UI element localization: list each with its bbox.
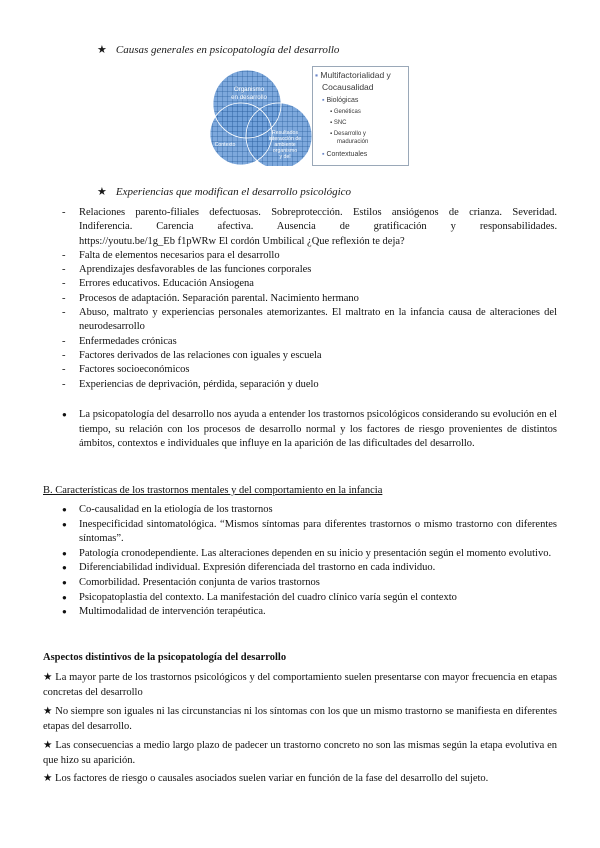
- label-y-del: y del: [279, 154, 291, 160]
- word: gratificación: [373, 221, 427, 233]
- label-resultados: Resultados: [272, 130, 298, 136]
- causas-heading: [97, 43, 339, 56]
- experience-line-1: - Relaciones parento-filiales defectuosas. Sobreprotección. Estilos ansiógenos de crianza. Severidad.: [79, 207, 557, 218]
- bullet-icon: ▪: [322, 151, 325, 158]
- word: afectiva.: [217, 221, 254, 233]
- summary-list: [62, 408, 557, 452]
- star-icon: ★: [43, 773, 53, 784]
- list-item: - Factores derivados de las relaciones con iguales y escuela: [62, 349, 557, 363]
- aspect-text: No siempre son iguales ni las circunstancias ni los síntomas con los que un mismo trastorno se manifiesta en diferentes etapas del desarrollo.: [43, 706, 558, 732]
- list-item: - Factores socioeconómicos: [62, 363, 557, 377]
- list-item: - Enfermedades crónicas: [62, 335, 557, 349]
- legend-title-line-2: Cocausalidad: [322, 82, 374, 92]
- list-item: ● Multimodalidad de intervención terapéutica.: [62, 605, 557, 620]
- section-b-list: [62, 503, 557, 620]
- legend-geneticas-text: Genéticas: [333, 109, 361, 115]
- aspect-paragraph-4: [43, 772, 557, 787]
- list-item: ● Inespecificidad sintomatológica. “Mismos síntomas para diferentes trastornos o mismo trastorno con diferentes síntomas”.: [62, 518, 557, 547]
- word: responsabilidades.: [479, 221, 558, 233]
- aspect-text: Las consecuencias a medio largo plazo de padecer un trastorno concreto no son las mismas según la etapa evolutiva en que hizo su aparición.: [43, 740, 557, 766]
- list-item: - Aprendizajes desfavorables de las funciones corporales: [62, 263, 557, 277]
- legend-sub-desarrollo: [330, 131, 366, 137]
- experience-line-2: [79, 220, 557, 234]
- list-item: - Experiencias de deprivación, pérdida, separación y duelo: [62, 378, 557, 392]
- star-icon: ★: [97, 44, 107, 56]
- legend-title-line-1: [315, 70, 391, 80]
- word: y: [450, 221, 456, 233]
- legend-sub-geneticas: [330, 109, 361, 115]
- video-link-line[interactable]: https://youtu.be/1g_Eb f1pWRw El cordón Umbilical ¿Que reflexión te deja?: [79, 235, 405, 247]
- legend-sub-snc: [330, 120, 346, 126]
- legend-desarrollo-text: Desarrollo y: [333, 131, 366, 137]
- aspect-paragraph-3: [43, 739, 557, 768]
- list-item: - Errores educativos. Educación Ansiogena: [62, 277, 557, 291]
- list-item: ● Diferenciabilidad individual. Expresión diferenciada del trastorno en cada individuo.: [62, 561, 557, 576]
- word: Ausencia: [276, 221, 316, 233]
- aspects-title: Aspectos distintivos de la psicopatología del desarrollo: [43, 652, 287, 663]
- list-item: ● Comorbilidad. Presentación conjunta de varios trastornos: [62, 576, 557, 591]
- legend-box: [312, 66, 409, 166]
- causas-heading-text: Causas generales en psicopatología del desarrollo: [115, 44, 340, 56]
- bullet-icon: ▪: [315, 70, 319, 80]
- legend-item-biologicas: [322, 97, 358, 104]
- label-organismo-2: organismo: [272, 148, 298, 154]
- star-icon: ★: [43, 740, 53, 751]
- star-icon: ★: [43, 672, 53, 683]
- aspect-paragraph-2: [43, 705, 557, 734]
- bullet-icon: ▪: [322, 97, 325, 104]
- legend-contextuales-text: Contextuales: [326, 151, 368, 158]
- list-item: [62, 206, 557, 249]
- list-item: ● Psicopatoplastia del contexto. La manifestación del cuadro clínico varía según el contexto: [62, 591, 557, 606]
- aspect-text: Los factores de riesgo o causales asociados suelen variar en función de la fase del desarrollo del sujeto.: [55, 773, 489, 784]
- bullet-icon: ▪: [330, 131, 333, 137]
- label-interaccion: interacción de: [268, 136, 302, 142]
- legend-snc-text: SNC: [333, 120, 347, 126]
- summary-paragraph: ● La psicopatología del desarrollo nos ayuda a entender los trastornos psicológicos considerando su evolución en el tiempo, su relación con los procesos de desarrollo normal y los factores de riesgo provenientes de distintos ámbitos, contextos e individuales que influye en la aparición de las dificultades del desarrollo.: [62, 408, 557, 452]
- word: Indiferencia.: [79, 221, 133, 233]
- list-item: ● Patología cronodependiente. Las alteraciones dependen en su inicio y presentación según el momento evolutivo.: [62, 547, 557, 562]
- star-icon: ★: [97, 186, 107, 198]
- aspect-paragraph-1: [43, 671, 557, 700]
- experiencias-heading-text: Experiencias que modifican el desarrollo psicológico: [115, 186, 352, 198]
- star-icon: ★: [43, 706, 53, 717]
- word: Carencia: [156, 221, 194, 233]
- legend-item-contextuales: [322, 151, 367, 158]
- label-contexto: Contexto: [214, 142, 236, 148]
- legend-biologicas-text: Biológicas: [326, 97, 359, 104]
- aspect-text: La mayor parte de los trastornos psicológicos y del comportamiento suelen presentarse con mayor frecuencia en etapas concretas del desarrollo: [43, 672, 558, 698]
- list-item: - Abuso, maltrato y experiencias personales atemorizantes. El maltrato en la infancia causa de alteraciones del neurodesarrollo: [62, 306, 557, 335]
- section-b-title: B. Características de los trastornos mentales y del comportamiento en la infancia: [43, 485, 383, 496]
- legend-title-a: Multifactorialidad y: [320, 70, 391, 80]
- word: de: [339, 221, 350, 233]
- list-item: - Falta de elementos necesarios para el desarrollo: [62, 249, 557, 263]
- label-en-desarrollo: en desarrollo: [231, 94, 267, 101]
- label-organismo: Organismo: [233, 86, 265, 93]
- bullet-icon: ▪: [330, 120, 333, 126]
- bullet-icon: ▪: [330, 109, 333, 115]
- list-item: - Procesos de adaptación. Separación parental. Nacimiento hermano: [62, 292, 557, 306]
- label-ambiente: ambiente: [274, 142, 296, 148]
- experiencias-heading: [97, 185, 351, 198]
- legend-maduracion-text: maduración: [337, 139, 369, 145]
- list-item: ● Co-causalidad en la etiología de los trastornos: [62, 503, 557, 518]
- experiences-list: [62, 206, 557, 392]
